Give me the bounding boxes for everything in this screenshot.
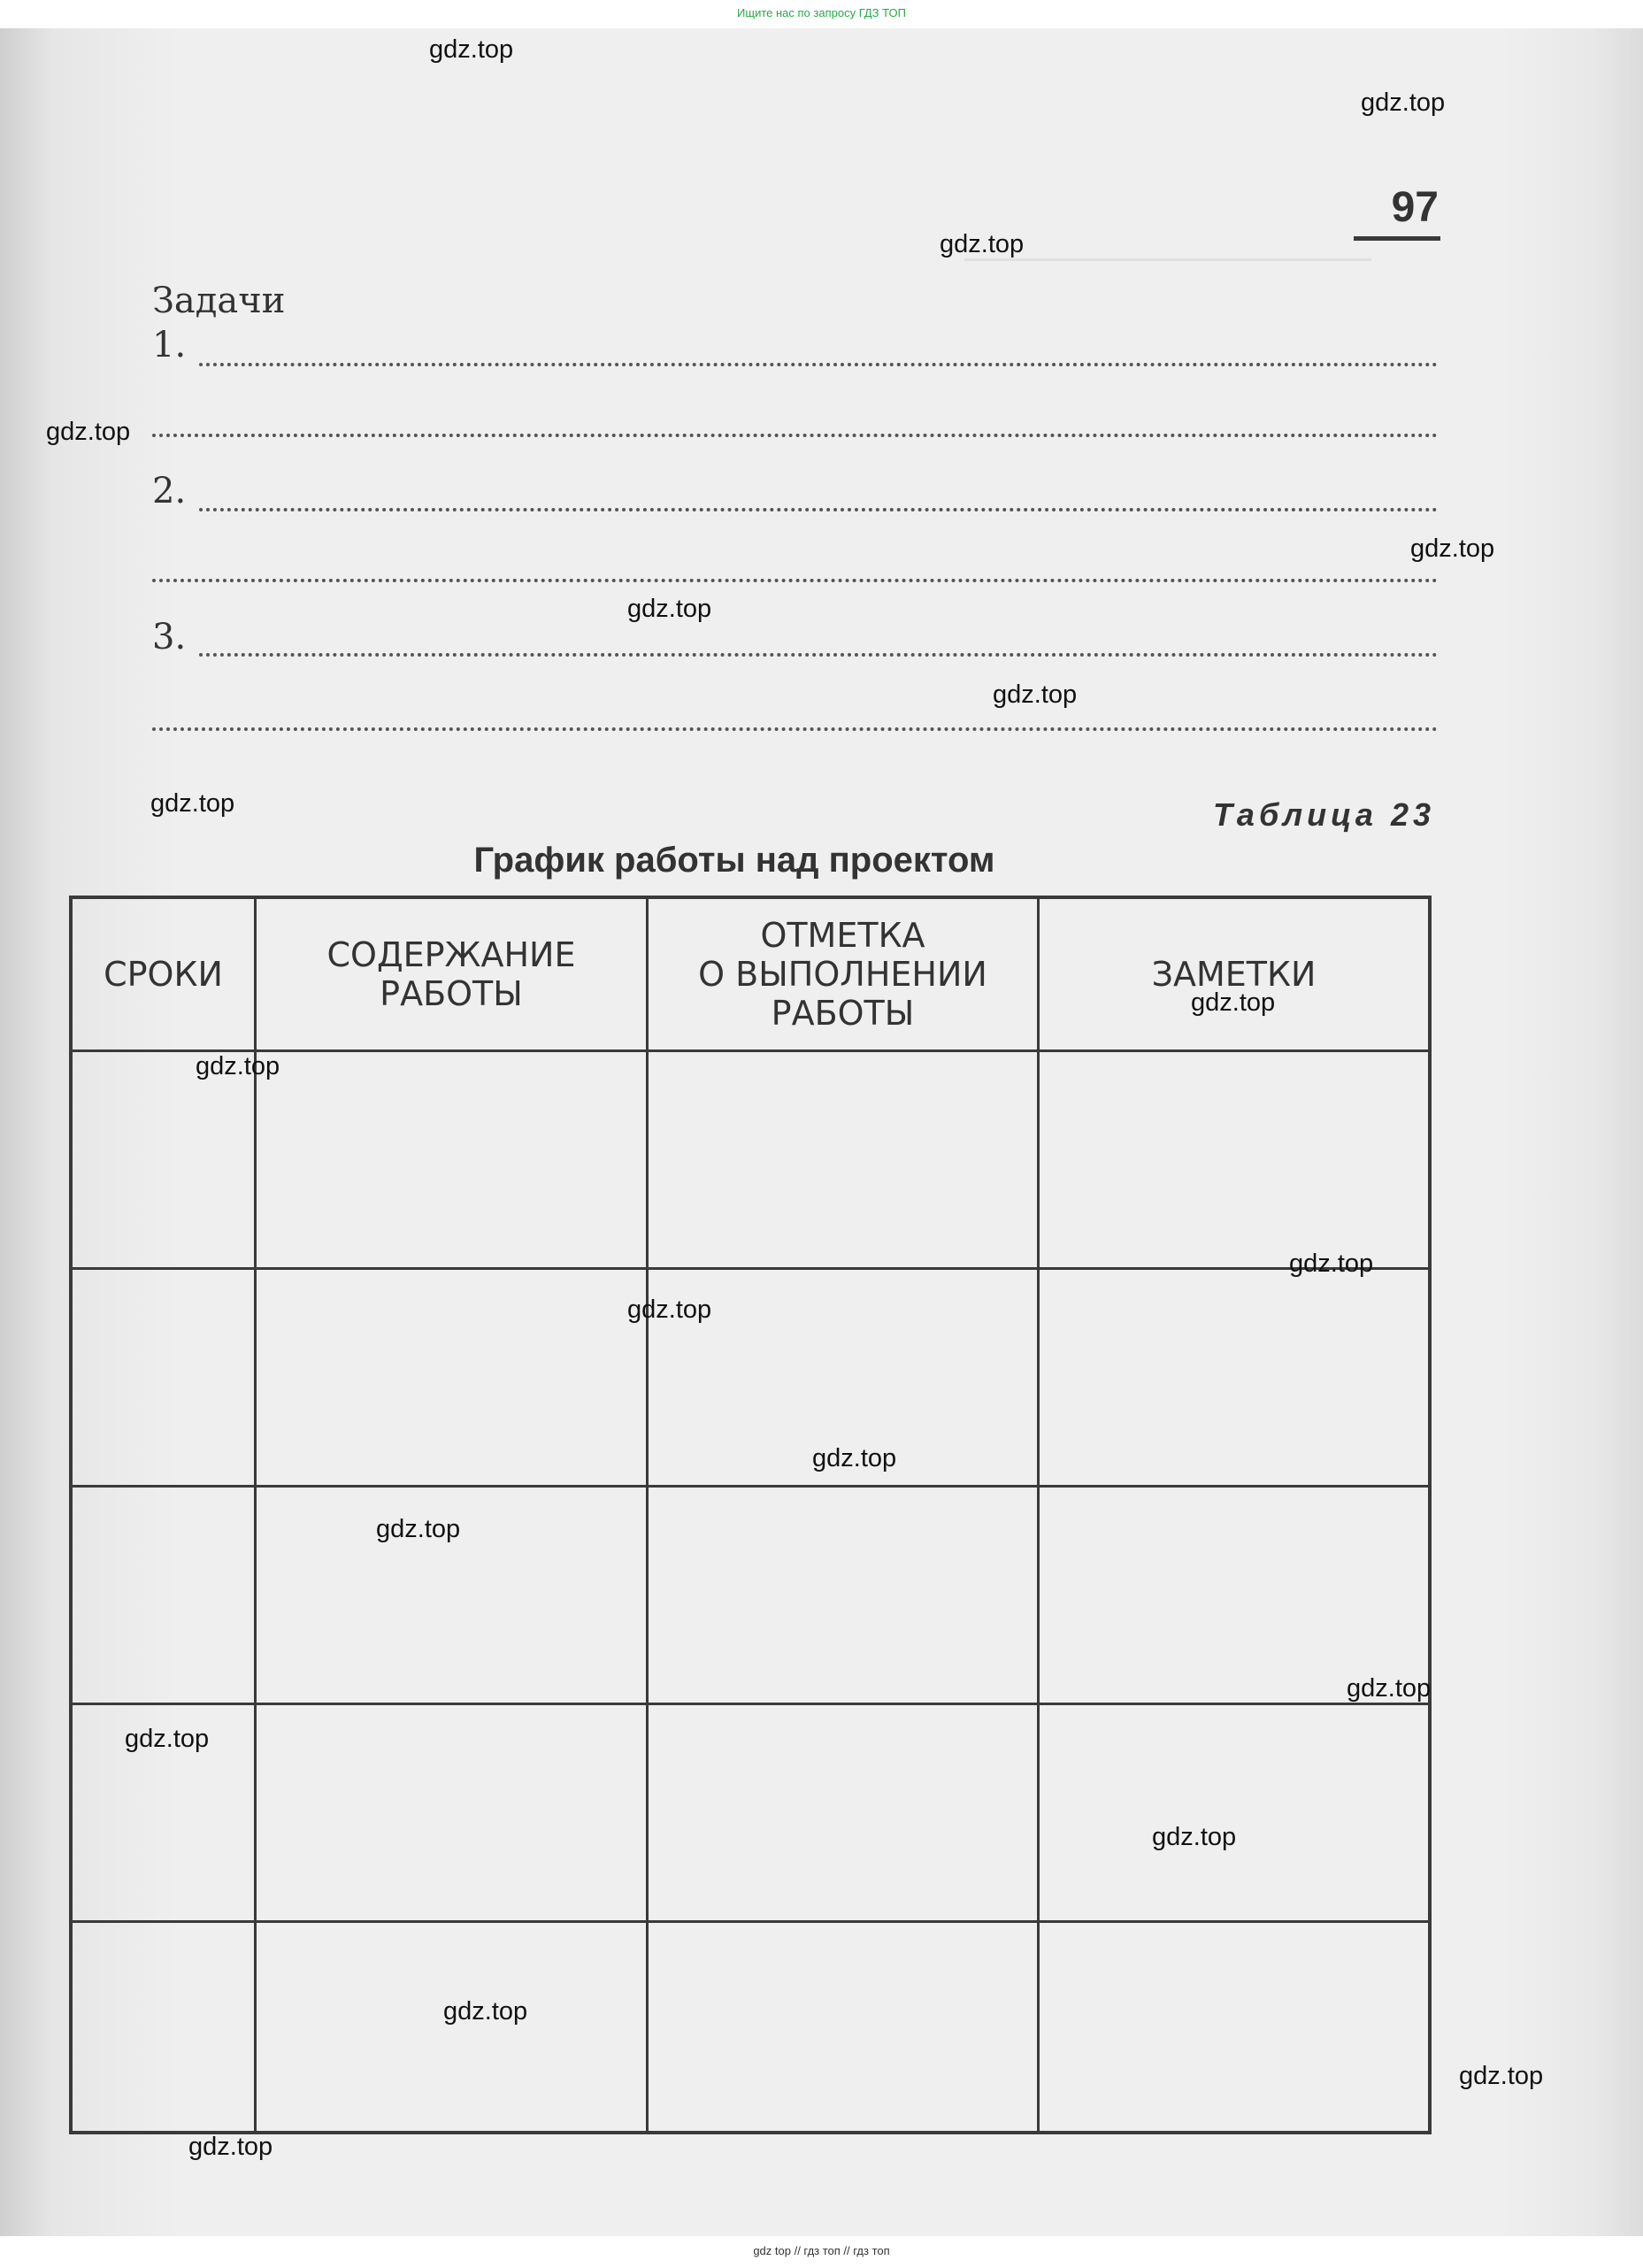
task-number-1: 1. <box>152 325 187 365</box>
answer-line <box>199 363 1438 366</box>
answer-line <box>199 653 1438 657</box>
column-divider <box>646 899 649 2131</box>
bottom-banner <box>0 2239 1643 2268</box>
column-header-content: СОДЕРЖАНИЕ РАБОТЫ <box>326 935 576 1013</box>
watermark: gdz.top <box>1361 88 1446 117</box>
column-header-notes: ЗАМЕТКИ <box>1151 955 1317 994</box>
watermark: gdz.top <box>443 1997 528 2026</box>
tasks-heading: Задачи <box>152 281 286 321</box>
page-number: 97 <box>1391 184 1439 231</box>
scanned-page <box>0 28 1643 2236</box>
task-number-3: 3. <box>152 617 187 657</box>
top-banner-text[interactable]: Ищите нас по запросу ГДЗ ТОП <box>737 6 906 19</box>
task-number-2: 2. <box>152 471 187 511</box>
page-number-rule <box>1354 236 1440 241</box>
watermark: gdz.top <box>150 789 235 818</box>
watermark: gdz.top <box>993 680 1078 709</box>
table-title: График работы над проектом <box>473 841 995 880</box>
schedule-table <box>69 896 1432 2134</box>
watermark: gdz.top <box>196 1052 280 1080</box>
watermark: gdz.top <box>46 418 131 446</box>
watermark: gdz.top <box>1459 2062 1544 2090</box>
watermark: gdz.top <box>1152 1823 1237 1851</box>
watermark: gdz.top <box>627 1295 712 1324</box>
watermark: gdz.top <box>1289 1249 1374 1278</box>
top-banner <box>0 0 1643 27</box>
answer-line <box>152 434 1438 437</box>
answer-line <box>152 727 1438 731</box>
watermark: gdz.top <box>125 1725 210 1753</box>
row-divider <box>73 1485 1428 1488</box>
row-divider <box>73 1703 1428 1705</box>
watermark: gdz.top <box>1191 988 1276 1017</box>
column-header-terms: СРОКИ <box>104 955 223 994</box>
watermark: gdz.top <box>429 35 514 64</box>
bottom-banner-text[interactable]: gdz top // гдз топ // гдз топ <box>753 2244 890 2257</box>
watermark: gdz.top <box>1410 534 1495 563</box>
watermark: gdz.top <box>188 2133 273 2161</box>
row-divider <box>73 1267 1428 1270</box>
column-divider <box>1037 899 1040 2131</box>
bleed-through-heading <box>964 258 1371 296</box>
answer-line <box>199 508 1438 511</box>
watermark: gdz.top <box>627 595 712 623</box>
watermark: gdz.top <box>812 1444 897 1472</box>
column-header-completion: ОТМЕТКА О ВЫПОЛНЕНИИ РАБОТЫ <box>698 916 987 1033</box>
watermark: gdz.top <box>376 1515 461 1543</box>
answer-line <box>152 579 1438 582</box>
watermark: gdz.top <box>940 230 1025 258</box>
table-caption: Таблица 23 <box>1212 796 1435 833</box>
row-divider <box>73 1920 1428 1923</box>
column-divider <box>254 899 257 2131</box>
watermark: gdz.top <box>1347 1674 1432 1703</box>
